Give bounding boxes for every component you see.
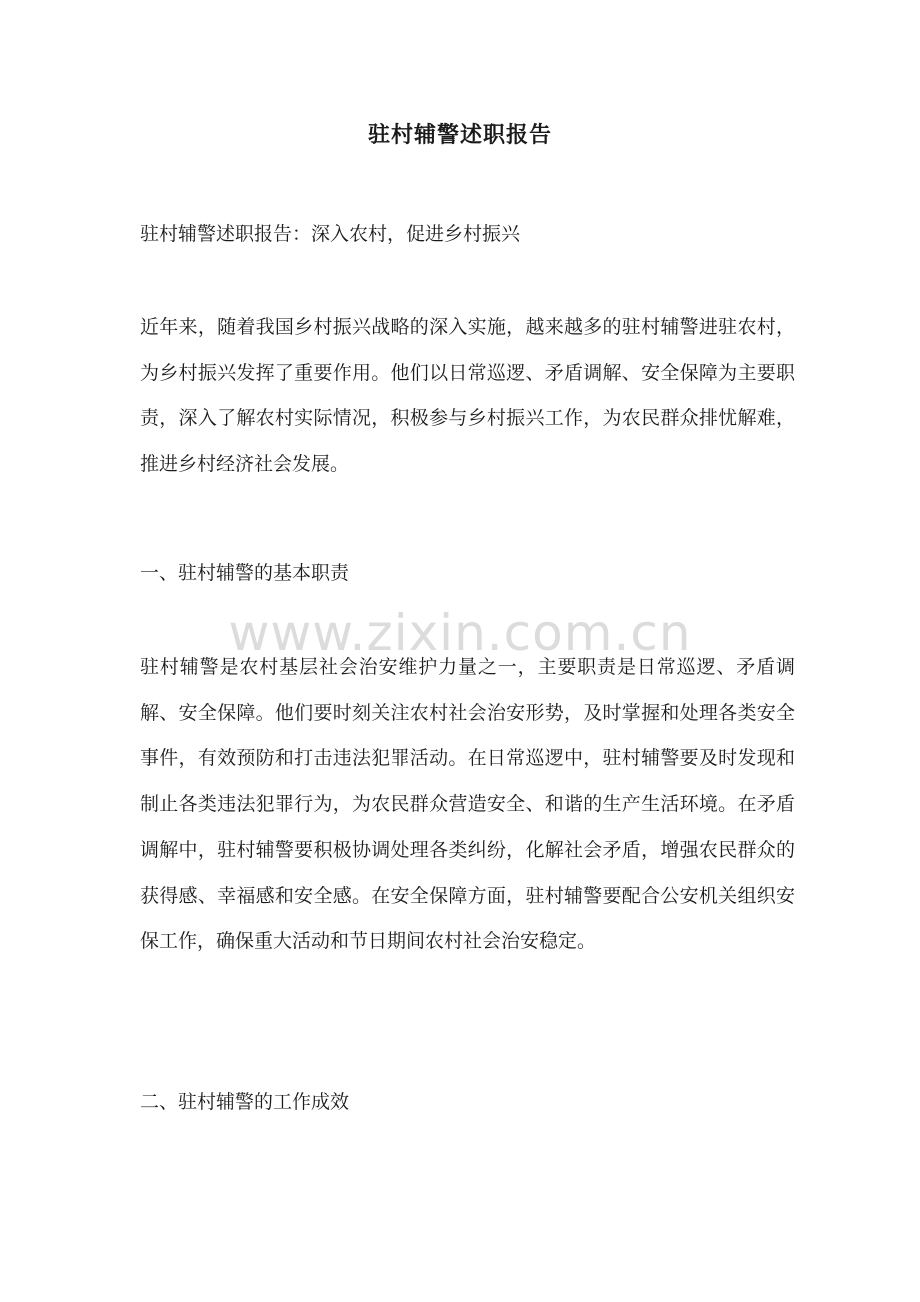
intro-paragraph: 近年来，随着我国乡村振兴战略的深入实施，越来越多的驻村辅警进驻农村，为乡村振兴发挥了重要作用。他们以日常巡逻、矛盾调解、安全保障为主要职责，深入了解农村实际情况，积极参与乡村振兴工作，为农民群众排忧解难，推进乡村经济社会发展。: [140, 316, 795, 476]
watermark: www.zixin.com.cn: [228, 604, 692, 662]
document-title: 驻村辅警述职报告: [367, 122, 552, 148]
section-1-heading: 一、驻村辅警的基本职责: [140, 562, 350, 584]
document-subtitle: 驻村辅警述职报告：深入农村，促进乡村振兴: [140, 223, 521, 245]
section-2-heading: 二、驻村辅警的工作成效: [140, 1091, 350, 1113]
section-1-paragraph: 驻村辅警是农村基层社会治安维护力量之一，主要职责是日常巡逻、矛盾调解、安全保障。他们要时刻关注农村社会治安形势，及时掌握和处理各类安全事件，有效预防和打击违法犯罪活动。在日常巡逻中，驻村辅警要及时发现和制止各类违法犯罪行为，为农民群众营造安全、和谐的生产生活环境。在矛盾调解中，驻村辅警要积极协调处理各类纠纷，化解社会矛盾，增强农民群众的获得感、幸福感和安全感。在安全保障方面，驻村辅警要配合公安机关组织安保工作，确保重大活动和节日期间农村社会治安稳定。: [140, 656, 795, 953]
